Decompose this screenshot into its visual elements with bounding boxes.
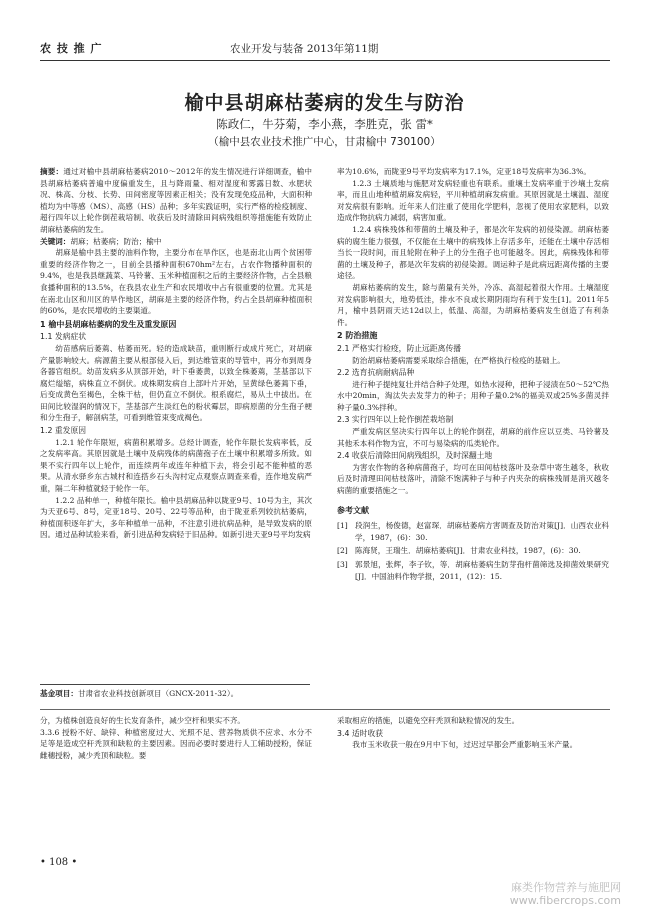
bottom-right-continued: 采取相应的措施，以避免空秆秃顶和缺粒情况的发生。 [337,716,520,725]
section-1-2-heading: 1.2 重发原因 [40,426,87,436]
bottom-left-column [40,715,312,761]
paragraph-1-2-1: 1.2.1 轮作年限短，病菌积累增多。总经计调查，轮作年限长发病率低，反之发病率高。其原因就是土壤中及病残体的病菌孢子在土壤中积累增多所致。如果不实行四年以上轮作，而连续两年或连年种植下去，将会引起不能种植的恶果。从清水驿乡东古城村和连搭乡石头沟村定点观察点调查来看，连作地发病严重，隔二年种植就轻于轮作一年。 [40,437,312,494]
watermark-line-2: www.fibercrops.com [509,894,621,907]
paragraph-1-2-4: 1.2.4 病株残体和带菌的土壤及种子，都是次年发病的初侵染源。胡麻枯萎病的腐生能力很强，不仅能在土壤中的病残体上存活多年，还能在土壤中存活相当长一段时间，而且轮附在种子上的分生孢子也可能越冬。因此，病株残体和带菌的土壤及种子，都是次年发病的初侵染源。调运种子是此病远距离传播的主要途径。 [337,224,609,281]
reference-item [337,559,609,582]
paragraph-3-3-6: 3.3.6 授粉不好、缺锌、种植密度过大、光照不足、营养物质供不应求、水分不足等是造成空秆秃顶和缺粒的主要因素。因而必要时要进行人工辅助授粉，保证雌穗授粉，减少秃顶和缺粒。要 [40,727,312,760]
footnote-text: 甘肃省农业科技创新项目（GNCX-2011-32）。 [77,689,239,698]
paragraph-2-4: 为害农作物的各种病菌孢子，均可在田间枯枝落叶及杂草中寄生越冬，秋收后及时清理田间枯枝落叶，清除不饱满种子与种子内夹杂的病株残屑是消灭越冬病菌的重要措施之一。 [337,462,609,496]
paragraph-2-3: 严重发病区坚决实行四年以上的轮作倒茬，胡麻的前作应以豆类、马铃薯及其他禾本科作物为宜，不可与易染病的瓜类轮作。 [337,427,609,448]
paragraph-1-2-3: 1.2.3 土壤质地与施肥对发病轻重也有联系。重壤土发病率重于沙壤土发病率，而且山地种植胡麻发病轻，平川种植胡麻发病重。其原因就是土壤温、湿度对发病很有影响。近年来人们注重了使用化学肥料，忽视了使用农家肥料，以致造成作物抗病力减弱，病害加重。 [337,178,609,223]
footnote-rule [40,684,310,685]
left-column [40,166,312,541]
affiliation: （榆中县农业技术推广中心，甘肃榆中 730100） [208,136,441,148]
section-2-3-heading: 2.3 实行四年以上轮作倒茬栽培制 [337,415,454,425]
symptoms-paragraph: 幼苗感病后萎蔫、枯萎而死。轻的造成缺苗，重则断行或成片死亡，对胡麻产量影响较大。病源菌主要从根部侵入后，到达维管束的导管中，再分布到周身各器官组织。幼苗发病多从顶部开始，叶下垂萎黄，以致全株萎蔫，茎基部以下腐烂缢缩，病株直立不倒伏。成株期发病自上部叶片开始，呈黄绿色萎蔫下垂，后变成黄色至褐色，全株干枯，但仍直立不倒伏。根系腐烂，易从土中拔出。在田间比较湿润的情况下，茎基部产生淡红色的粉状霉层，即病原菌的分生孢子梗和分生孢子，解剖病茎，可看到维管束变成褐色。 [40,343,312,423]
footnote-label: 基金项目： [40,689,78,698]
intro-paragraph: 胡麻是榆中县主要的油料作物，主要分布在旱作区，也是南北山两个贫困带重要的经济作物之一，目前全县播种面积670hm²左右，占农作物播种面积的9.4%，也是我县继蔬菜、马铃薯、玉米种植面积之后的主要经济作物，占全县粮食播种面积的13.5%，在我县农业生产和农民增收中占有很重要的位置。尤其是在南北山区和川区的旱作地区，胡麻是主要的经济作物，约占全县胡麻种植面积的60%，是农民增收的主要渠道。 [40,248,312,316]
reference-text: 郭景旭，张辉，李子钦，等．胡麻枯萎病生防芽孢杆菌筛选及抑菌效果研究[J]．中国油料作物学报，2011，(12)：15. [355,560,609,581]
section-2-4-heading: 2.4 收获后清除田间病残组织，及时深翻土地 [337,451,493,461]
section-1-heading: 1 榆中县胡麻枯萎病的发生及重发原因 [40,319,177,329]
right-column [337,166,609,584]
header-rule [40,60,610,61]
bottom-continued-paragraph: 分，为植株创造良好的生长发育条件，减少空杆和果实不齐。 [40,716,246,725]
watermark-line-1: 麻类作物营养与施肥网 [511,881,621,894]
abstract [40,166,312,236]
paragraph-2-1: 防治胡麻枯萎病需要采取综合措施，在严格执行检疫的基础上。 [352,355,565,365]
paragraph-1-2-2: 1.2.2 品种单一，种植年限长。榆中县胡麻品种以陇亚9号、10号为主，其次为天亚6号、8号，定亚18号、20号、22号等品种，由于陇亚系列较抗枯萎病，种植面积逐年扩大，多年种植单一品种，不注意引进抗病品种，是导致发病的原因。通过品种试验来看，新引进品种发病轻于旧品种。如新引进天亚9号平均发病 [40,495,312,540]
section-2-1-heading: 2.1 严格实行检疫，防止远距离传播 [337,343,462,353]
section-2-2-heading: 2.2 选育抗病耐病品种 [337,368,415,378]
section-divider [40,709,610,710]
reference-number: [3] [337,560,348,569]
watermark [510,881,621,907]
reference-item [337,545,609,557]
paragraph-3-4: 我市玉米收获一般在9月中下旬，过迟过早都会严重影响玉米产量。 [352,740,578,750]
continued-paragraph: 率为10.6%，而陇亚9号平均发病率为17.1%，定亚18号发病率为36.3%。 [337,167,591,176]
paragraph-2-2: 进行种子提纯复壮并结合种子处理，如热水浸种，把种子浸渍在50～52℃热水中20min，淘汰失去发芽力的种子；用种子量0.2%的福美双或25%多菌灵拌种子量0.3%拌种。 [337,379,609,412]
keywords [40,236,312,248]
authors: 陈政仁，牛芬菊，李小燕，李胜克，张 雷* [216,117,433,131]
abstract-text: 通过对榆中县胡麻枯萎病2010～2012年的发生情况进行详细调查，榆中县胡麻枯萎病普遍中度偏重发生，且与降雨量、相对湿度和雾露日数、水肥状况、株高、分枝、长势、田间密度等因素正相关；没有发现免疫品种，大面积种植均为中等感（MS）、高感（HS）品种；多年实践证明，实行严格的检疫制度、超行四年以上轮作倒茬栽培制、收获后及时清除田间病残组织等措施能有效防止胡麻枯萎病的发生。 [40,167,313,234]
reference-item [337,520,609,543]
section-3-4-heading: 3.4 适时收获 [337,728,384,738]
article-title: 榆中县胡麻枯萎病的发生与防治 [184,92,465,114]
references-heading: 参考文献 [337,505,369,515]
footnote [40,688,238,699]
journal-issue: 农业开发与装备 2013年第11期 [230,43,379,55]
keywords-label: 关键词： [40,236,71,246]
page-number: • 108 • [40,857,78,868]
reference-number: [2] [337,546,348,556]
abstract-label: 摘要： [40,167,64,176]
section-2-heading: 2 防治措施 [337,331,378,341]
keywords-text: 胡麻；枯萎病；防治；榆中 [70,236,162,246]
section-1-1-heading: 1.1 发病症状 [40,332,87,342]
reference-number: [1] [337,521,348,531]
reference-text: 段润生，杨俊德，赵富琛．胡麻枯萎病方害调查及防治对策[J]．山西农业科学，1987，(6)：30. [355,521,609,542]
section-label: 农 技 推 广 [40,42,103,55]
bottom-right-column [337,715,609,751]
paragraph-1-2-5: 胡麻枯萎病的发生，除与菌量有关外，冷冻、高湿起着很大作用。土壤湿度对发病影响很大，地势低洼，排水不良或长期阴雨均有利于发生[1]。2011年5月，榆中县阴雨天达12d以上，低温、高湿，为胡麻枯萎病发生创造了有利条件。 [337,282,609,327]
references [337,505,609,583]
reference-text: 陈海贤，王瑞生．胡麻枯萎病[J]．甘肃农业科技，1987，(6)：30. [355,546,581,556]
